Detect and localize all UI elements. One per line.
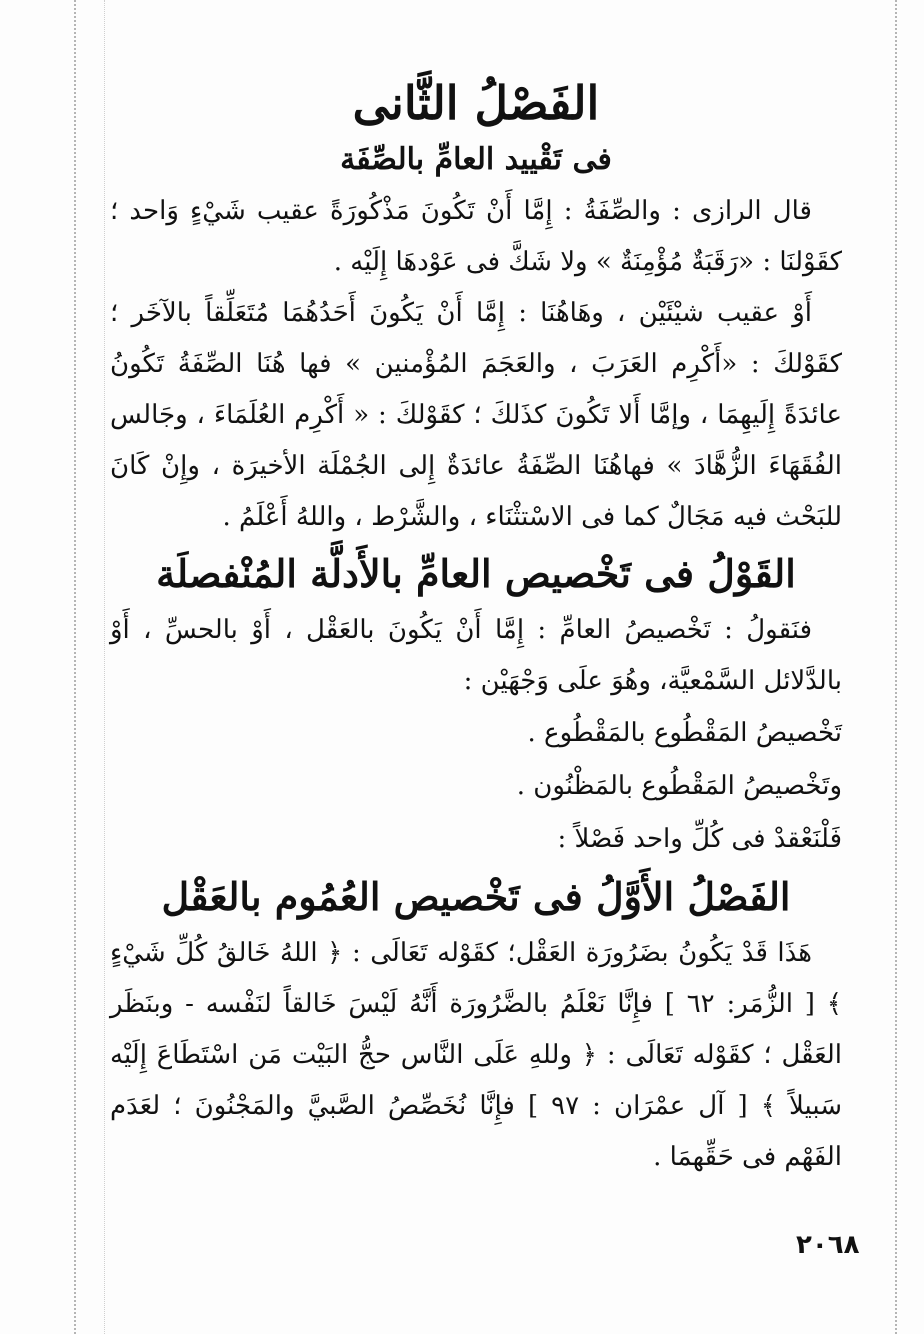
list-item-section-each: فَلْنَعْقدْ فى كُلِّ واحد فَصْلاً : [557, 824, 842, 854]
chapter-subtitle: فى تَقْييد العامِّ بالصِّفَة [340, 142, 612, 177]
paragraph-specification-intro: فنَقولُ : تَخْصيصُ العامِّ : إِمَّا أَنْ يَكُونَ بالعَقْل ، أَوْ بالحسِّ ، أَوْ بالدَّلائل السَّمْعيَّة، وهُوَ علَى وَجْهَيْن : [110, 615, 842, 696]
left-edge-dotted-line [74, 0, 76, 1334]
right-edge-dotted-line [895, 0, 897, 1334]
paragraph-razi: قال الرازى : والصِّفَةُ : إِمَّا أَنْ تَكُونَ مَذْكُورَةً عقيب شَيْءٍ وَاحد ؛ كقَوْلنَا : «رَقَبَةٌ مُؤْمِنَةٌ » ولا شَكَّ فى عَوْدهَا إِلَيْه . [110, 196, 842, 277]
list-item-certain-by-presumed: وتَخْصيصُ المَقْطُوع بالمَظْنُون . [516, 771, 842, 801]
paragraph-by-reason: هَذَا قَدْ يَكُونُ بضَرُورَة العَقْل؛ كقَوْله تَعَالَى : ﴿ اللهُ خَالقُ كُلِّ شَيْءٍ ﴾ [ الزُّمَر: ٦٢ ] فإِنَّا نَعْلَمُ بالضَّرُورَة أَنَّهُ لَيْسَ خَالقاً لنَفْسه - وبنَظَر العَقْل ؛ كقَوْله تَعَالَى : ﴿ وللهِ عَلَى النَّاس حجُّ البَيْت مَن اسْتَطَاعَ إِلَيْه سَبيلاً ﴾ [ آل عمْرَان : ٩٧ ] فإِنَّا نُخَصِّصُ الصَّبيَّ والمَجْنُونَ ؛ لعَدَم الفَهْم فى حَقِّهمَا . [110, 938, 843, 1172]
section-title-separate-evidence: القَوْلُ فى تَخْصيص العامِّ بالأَدلَّة المُنْفصلَة [156, 551, 796, 596]
list-item-certain-by-certain: تَخْصيصُ المَقْطُوع بالمَقْطُوع . [527, 718, 842, 748]
page-number: ٢٠٦٨ [796, 1230, 860, 1260]
paragraph-two-things: أَوْ عقيب شيْئَيْن ، وهَاهُنَا : إِمَّا أَنْ يَكُونَ أَحَدُهُمَا مُتَعَلِّقاً بالآخَر ؛ كقَوْلكَ : «أَكْرِم العَرَبَ ، والعَجَمَ المُؤْمنين » فها هُنَا الصِّفَةُ تَكُونُ عائدَةً إِلَيهِمَا ، وإمَّا أَلا تَكُونَ كذَلكَ ؛ كقَوْلكَ : « أَكْرِم العُلَمَاءَ ، وجَالس الفُقَهَاءَ الزُّهَّادَ » فهاهُنَا الصِّفَةُ عائدَةٌ إِلى الجُمْلَة الأخيرَة ، وإِنْ كَانَ للبَحْث فيه مَجَالٌ كما فى الاسْتثْنَاء ، والشَّرْط ، واللهُ أَعْلَمُ . [110, 298, 842, 532]
section-title-by-reason: الفَصْلُ الأَوَّلُ فى تَخْصيص العُمُوم بالعَقْل [161, 874, 791, 919]
page-content [110, 70, 842, 1183]
left-inner-dotted-line [104, 0, 105, 1334]
chapter-title: الفَصْلُ الثَّانى [352, 76, 600, 130]
